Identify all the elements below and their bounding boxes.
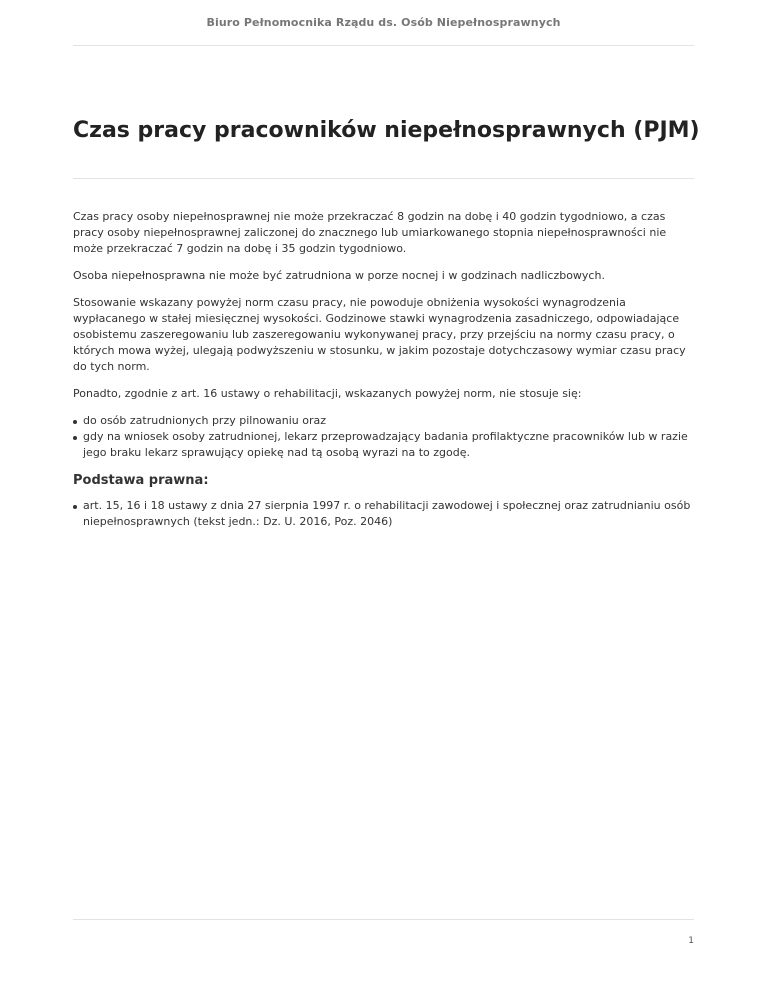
- document-body: [73, 209, 694, 541]
- list-item: do osób zatrudnionych przy pilnowaniu oraz: [83, 413, 694, 429]
- footer-divider: [73, 919, 694, 920]
- header-divider: [73, 45, 694, 46]
- paragraph-exceptions-intro: Ponadto, zgodnie z art. 16 ustawy o rehabilitacji, wskazanych powyżej norm, nie stosuje się:: [73, 387, 582, 400]
- paragraph-night-work: Osoba niepełnosprawna nie może być zatrudniona w porze nocnej i w godzinach nadliczbowych.: [73, 269, 605, 282]
- list-item: art. 15, 16 i 18 ustawy z dnia 27 sierpnia 1997 r. o rehabilitacji zawodowej i społecznej oraz zatrudnianiu osób niepełnosprawnych (tekst jedn.: Dz. U. 2016, Poz. 2046): [83, 498, 694, 530]
- paragraph-working-hours: Czas pracy osoby niepełnosprawnej nie może przekraczać 8 godzin na dobę i 40 godzin tygodniowo, a czas pracy osoby niepełnosprawnej zaliczonej do znacznego lub umiarkowanego stopnia niepełnosprawności nie może przekraczać 7 godzin na dobę i 35 godzin tygodniowo.: [73, 210, 667, 255]
- document-page: [73, 0, 700, 994]
- organization-header: Biuro Pełnomocnika Rządu ds. Osób Niepełnosprawnych: [206, 16, 561, 29]
- paragraph-wages: Stosowanie wskazany powyżej norm czasu pracy, nie powoduje obniżenia wysokości wynagrodzenia wypłacanego w stałej miesięcznej wysokości. Godzinowe stawki wynagrodzenia zasadniczego, odpowiadające osobistemu zaszeregowaniu lub zaszeregowaniu wykonywanej pracy, przy przejściu na normy czasu pracy, o których mowa wyżej, ulegają podwyższeniu w stosunku, w jakim pozostaje dotychczasowy wymiar czasu pracy do tych norm.: [73, 296, 686, 373]
- exceptions-list: [73, 413, 694, 461]
- legal-basis-list: [73, 498, 694, 530]
- legal-basis-heading: Podstawa prawna:: [73, 473, 209, 488]
- list-item: gdy na wniosek osoby zatrudnionej, lekarz przeprowadzający badania profilaktyczne pracowników lub w razie jego braku lekarz sprawujący opiekę nad tą osobą wyrazi na to zgodę.: [83, 429, 694, 461]
- title-divider: [73, 178, 694, 179]
- document-title: Czas pracy pracowników niepełnosprawnych (PJM): [73, 118, 700, 143]
- page-number: 1: [688, 936, 694, 946]
